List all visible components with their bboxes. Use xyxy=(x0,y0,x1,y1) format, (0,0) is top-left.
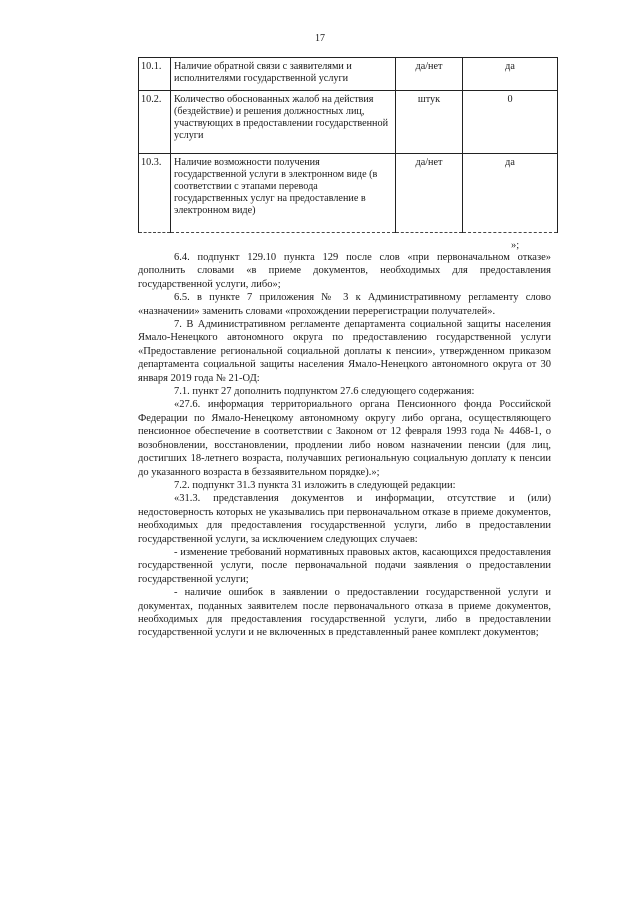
row-unit: да/нет xyxy=(396,58,463,91)
paragraph: 7.2. подпункт 31.3 пункта 31 изложить в следующей редакции: xyxy=(174,479,456,491)
table-row xyxy=(139,154,558,233)
paragraph: 7. В Административном регламенте департамента социальной защиты населения Ямало-Ненецкого автономного округа по предоставлению государственной услуги «Предоставление региональной социальной доплаты к пенсии», утвержденном приказом департамента социальной защиты населения Ямало-Ненецкого автономного округа от 30 января 2019 года № 21-ОД: xyxy=(138,319,551,384)
document-body xyxy=(138,251,551,640)
row-number: 10.2. xyxy=(139,91,171,154)
row-number: 10.3. xyxy=(139,154,171,233)
row-value: да xyxy=(463,58,558,91)
row-number: 10.1. xyxy=(139,58,171,91)
row-description: Наличие возможности получения государственной услуги в электронном виде (в соответствии с этапами перевода государственных услуг на предоставление в электронном виде) xyxy=(171,154,396,233)
paragraph: - наличие ошибок в заявлении о предоставлении государственной услуги и документах, поданных заявителем после первоначального отказа в приеме документов, необходимых для предоставления государственной услуги, либо в предоставлении государственной услуги и не включенных в представленный ранее комплект документов; xyxy=(138,587,551,639)
table-row xyxy=(139,91,558,154)
row-value: 0 xyxy=(463,91,558,154)
paragraph: 7.1. пункт 27 дополнить подпунктом 27.6 следующего содержания: xyxy=(174,386,475,398)
row-description: Количество обоснованных жалоб на действия (бездействие) и решения должностных лиц, участвующих в предоставлении государственной услуги xyxy=(171,91,396,154)
indicators-table xyxy=(138,57,558,233)
row-description: Наличие обратной связи с заявителями и исполнителями государственной услуги xyxy=(171,58,396,91)
paragraph: «31.3. представления документов и информации, отсутствие и (или) недостоверность которых не указывались при первоначальном отказе в приеме документов, необходимых для предоставления государственной услуги, либо в предоставлении государственной услуги, за исключением следующих случаев: xyxy=(138,493,551,545)
row-unit: штук xyxy=(396,91,463,154)
row-unit: да/нет xyxy=(396,154,463,233)
table-row xyxy=(139,58,558,91)
paragraph: - изменение требований нормативных правовых актов, касающихся предоставления государственной услуги, после первоначальной подачи заявления о предоставлении государственной услуги; xyxy=(138,546,551,585)
paragraph: 6.5. в пункте 7 приложения № 3 к Административному регламенту слово «назначении» заменить словами «прохождении перерегистрации получателей». xyxy=(138,292,551,317)
page-number: 17 xyxy=(315,33,325,44)
table-closing-mark: »; xyxy=(511,240,520,251)
paragraph: «27.6. информация территориального органа Пенсионного фонда Российской Федерации по Ямало-Ненецкому автономному округу либо органа, осуществляющего пенсионное обеспечение в соответствии с Законом от 12 февраля 1993 года № 4468-1, о возобновлении, восстановлении, продлении либо новом назначении пенсии (для лиц, достигших 18-летнего возраста, получавших региональную социальную доплату к пенсии до указанного возраста в беззаявительном порядке).»; xyxy=(138,399,551,478)
paragraph: 6.4. подпункт 129.10 пункта 129 после слов «при первоначальном отказе» дополнить словами «в приеме документов, необходимых для предоставления государственной услуги, либо»; xyxy=(138,252,551,290)
row-value: да xyxy=(463,154,558,233)
